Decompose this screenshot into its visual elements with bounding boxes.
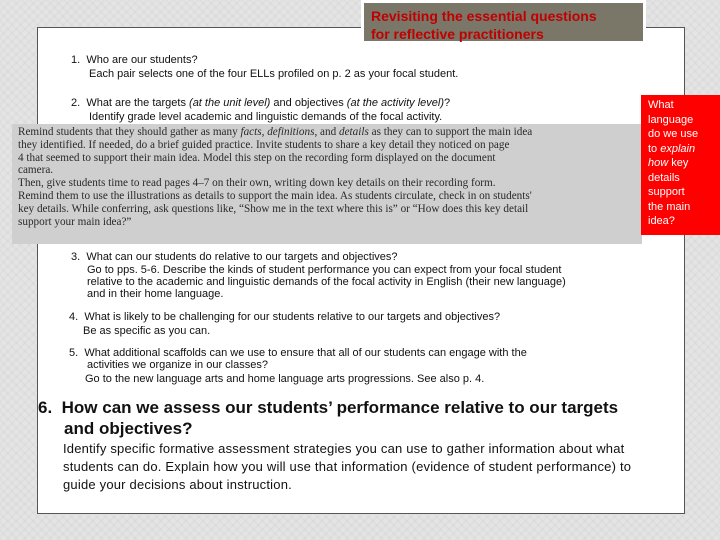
q2-detail: Identify grade level academic and linguistic demands of the focal activity. — [89, 111, 443, 123]
excerpt-line-6: Remind them to use the illustrations as details to support the main idea. As students circulate, check in on students' — [18, 189, 532, 202]
question-4 — [69, 311, 500, 337]
q6-detail — [63, 440, 663, 494]
q2-text-d: (at the activity level) — [346, 97, 444, 109]
q4-detail: Be as specific as you can. — [83, 325, 211, 337]
question-1 — [71, 54, 458, 80]
title-line-2: for reflective practitioners — [371, 26, 544, 42]
q2-text-b: (at the unit level) — [189, 97, 271, 109]
q2-text-a: What are the targets — [86, 97, 190, 109]
q3-detail-3: and in their home language. — [87, 288, 224, 300]
q1-text: Who are our students? — [86, 54, 198, 66]
q2-text-e: ? — [444, 97, 451, 109]
q6-detail-3: student performance) to guide your decisions about instruction. — [63, 459, 632, 492]
q6-detail-1: Identify specific formative assessment strategies you can use to gather information — [63, 441, 556, 456]
q5-text-2: activities we organize in our classes? — [87, 359, 268, 371]
q6-text-2: and objectives? — [64, 419, 193, 438]
q6-text-1: How can we assess our students’ performance relative to our targets — [61, 398, 619, 417]
q5-text-1: What additional scaffolds can we use to ensure that all of our students can engage with the — [84, 347, 527, 359]
slide-title — [361, 0, 646, 44]
q1-number: 1. — [71, 54, 81, 66]
question-5 — [69, 347, 527, 385]
question-6 — [38, 397, 678, 439]
q5-number: 5. — [69, 347, 79, 359]
q4-text: What is likely to be challenging for our students relative to our targets and objectives? — [84, 311, 501, 323]
excerpt-line-2: they identified. If needed, do a brief guided practice. Invite students to share a key detail they noticed on page — [18, 138, 510, 151]
q3-text: What can our students do relative to our targets and objectives? — [86, 251, 398, 263]
excerpt-line-1: Remind students that they should gather as many facts, definitions, and details as they can to support the main idea — [18, 126, 533, 138]
excerpt-line-7: key details. While conferring, ask questions like, “Show me in the text where this is” or “How does this key detail — [18, 202, 529, 215]
excerpt-line-4: camera. — [18, 164, 54, 177]
q3-number: 3. — [71, 251, 81, 263]
q1-detail: Each pair selects one of the four ELLs profiled on p. 2 as your focal student. — [89, 68, 459, 80]
q4-number: 4. — [69, 311, 79, 323]
q3-detail-2: relative to the academic and linguistic demands of the focal activity in English (their new language) — [87, 276, 566, 288]
question-2 — [71, 97, 450, 123]
q2-number: 2. — [71, 97, 81, 109]
excerpt-line-5: Then, give students time to read pages 4–7 on their own, writing down key details on their recording form. — [18, 177, 496, 190]
language-callout: What language do we use to explain how key details support the main idea? — [641, 95, 720, 235]
lesson-excerpt — [12, 124, 642, 244]
excerpt-line-8: support your main idea?” — [18, 215, 132, 228]
title-line-1: Revisiting the essential questions — [371, 8, 597, 24]
question-3 — [71, 251, 566, 300]
q5-detail: Go to the new language arts and home language arts progressions. See also p. 4. — [85, 373, 485, 385]
q2-text-c: and objectives — [270, 97, 347, 109]
q3-detail-1: Go to pps. 5-6. Describe the kinds of student performance you can expect from your focal student — [87, 264, 562, 276]
q6-detail-2: about what students can do. Explain how you will use that information (evidence of — [63, 441, 625, 474]
excerpt-line-3: 4 that seemed to support their main idea. Model this step on the recording form displayed on the document — [18, 151, 496, 164]
q6-number: 6. — [38, 398, 53, 417]
